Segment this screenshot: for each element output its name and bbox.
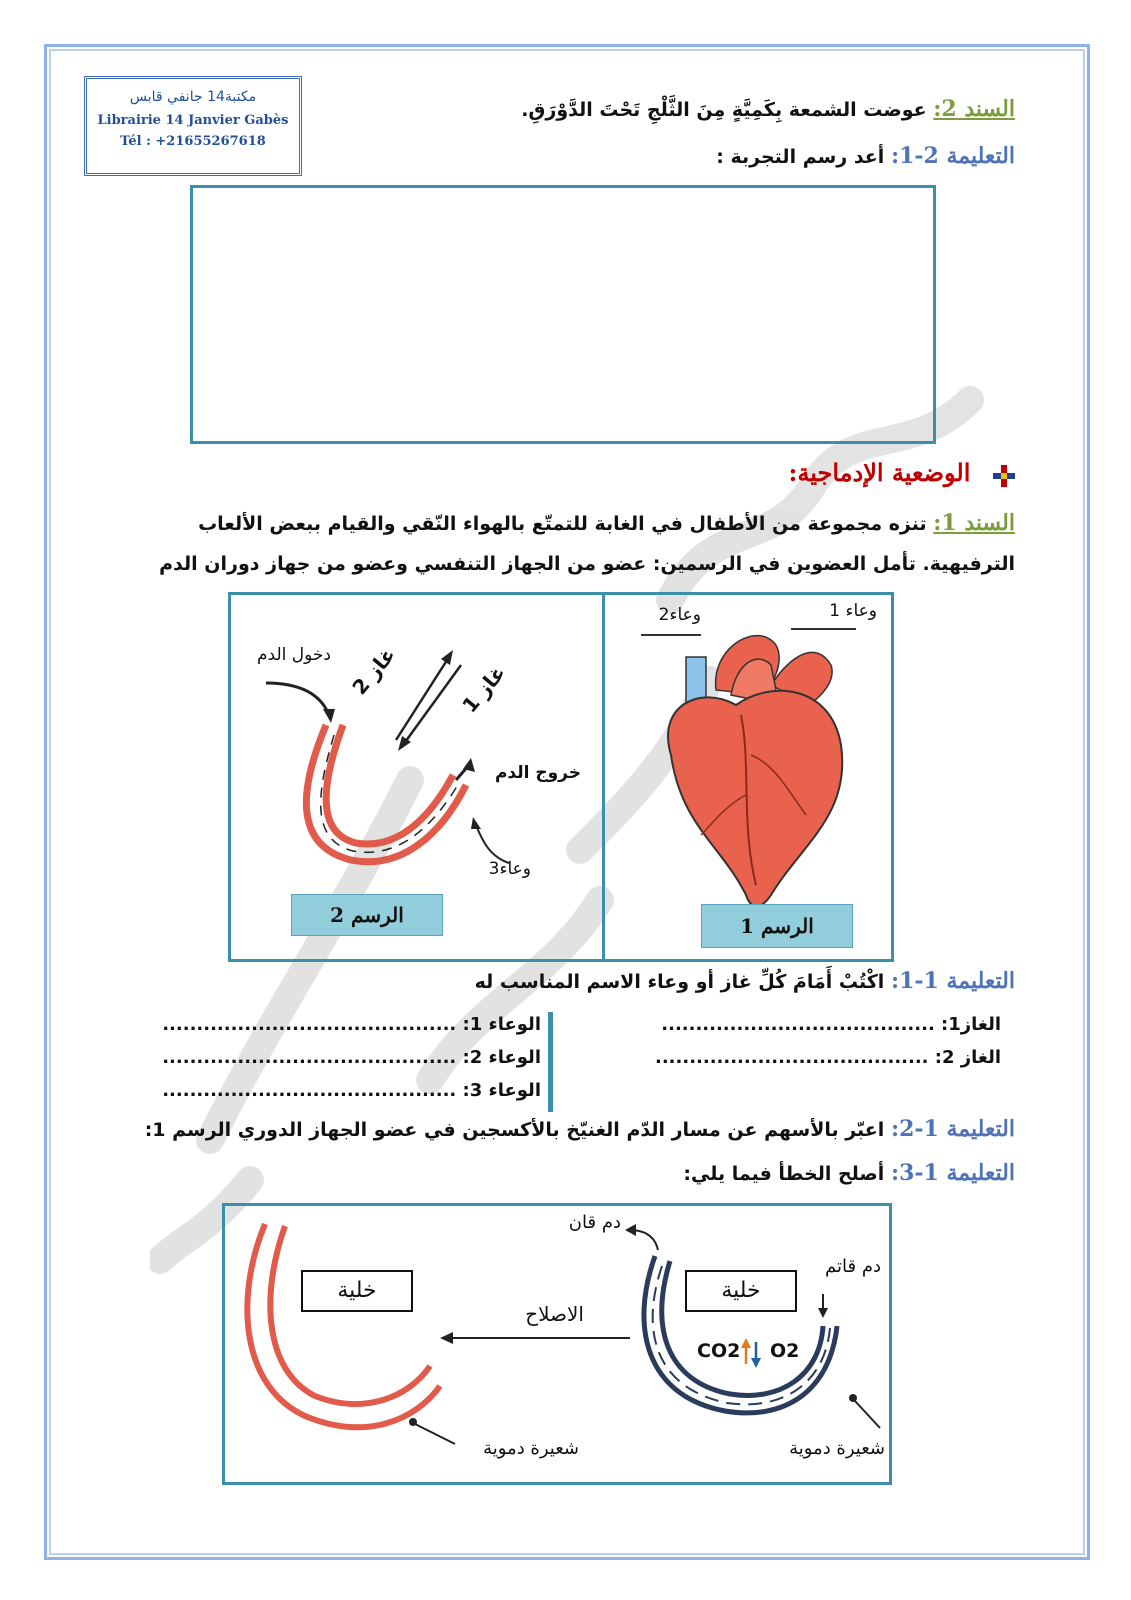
instruction-1-3-label: التعليمة 1-3:	[890, 1160, 1015, 1186]
section-title: الوضعية الإدماجية:	[788, 458, 971, 487]
instruction-2-1-label: التعليمة 2-1:	[890, 143, 1015, 169]
instruction-1-2-label: التعليمة 1-2:	[890, 1116, 1015, 1142]
label-o2: O2	[770, 1340, 800, 1362]
caption-figure2: الرسم 2	[291, 894, 443, 936]
label-red-blood: دم قان	[568, 1212, 621, 1233]
answer-vessel2[interactable]: الوعاء 2: ...........................................	[162, 1047, 541, 1068]
label-blood-in: دخول الدم	[257, 645, 331, 665]
answer-vessel1[interactable]: الوعاء 1: ...........................................	[162, 1014, 541, 1035]
instruction-2-1-text: أعد رسم التجربة :	[716, 146, 885, 168]
caption-figure1: الرسم 1	[701, 904, 853, 948]
instruction-2-1	[716, 143, 1015, 169]
sanad2-text: عوضت الشمعة بِكَمِيَّةٍ مِنَ الثَّلْجِ تَحْتَ الدَّوْرَقِ.	[521, 99, 927, 121]
section-heading	[789, 458, 1017, 489]
plus-icon	[991, 463, 1017, 489]
label-gas2: غاز 2	[347, 642, 401, 700]
cell-box-left: خلية	[301, 1270, 413, 1312]
answer-gas2[interactable]: الغاز 2: ........................................	[655, 1047, 1001, 1068]
stamp-line-arabic: مكتبة14 جانفي قابس	[129, 89, 257, 105]
heart-drawing	[641, 629, 856, 906]
label-co2: CO2	[697, 1340, 741, 1362]
label-capillary-left: شعيرة دموية	[483, 1438, 579, 1459]
cell-box-right: خلية	[685, 1270, 797, 1312]
sanad2-label: السند 2:	[933, 96, 1015, 122]
answer-vessel3[interactable]: الوعاء 3: ...........................................	[162, 1080, 541, 1101]
drawing-answer-box[interactable]	[190, 185, 936, 444]
label-capillary-right: شعيرة دموية	[789, 1438, 885, 1459]
label-vessel1: وعاء 1	[829, 601, 877, 621]
label-correction: الاصلاح	[525, 1302, 584, 1326]
label-gas1: غاز 1	[457, 660, 511, 718]
figure-organs	[228, 592, 894, 962]
instruction-1-2-text: اعبّر بالأسهم عن مسار الدّم الغنيّخ بالأكسجين في عضو الجهاز الدوري الرسم 1:	[144, 1119, 885, 1141]
label-vessel2: وعاء2	[658, 605, 701, 625]
instruction-1-1-label: التعليمة 1-1:	[890, 968, 1015, 994]
label-dark-blood: دم قاتم	[825, 1256, 881, 1277]
sanad1-text1: تنزه مجموعة من الأطفال في الغابة للتمتّع بالهواء النّقي والقيام ببعض الألعاب	[198, 513, 927, 535]
answer-gas1[interactable]: الغاز1: ........................................	[661, 1014, 1001, 1035]
label-vessel3: وعاء3	[488, 859, 531, 879]
sanad1-line2: الترفيهية. تأمل العضوين في الرسمين: عضو من الجهاز التنفسي وعضو من جهاز دوران الدم	[159, 553, 1015, 575]
instruction-1-3	[683, 1160, 1015, 1186]
label-blood-out: خروج الدم	[494, 763, 581, 783]
stamp-line-phone: Tél : +21655267618	[120, 134, 266, 149]
stamp-line-name: Librairie 14 Janvier Gabès	[97, 113, 289, 128]
sanad2-line	[521, 96, 1015, 122]
instruction-1-1-text: اكْتُبْ أَمَامَ كُلِّ غاز أو وعاء الاسم المناسب له	[474, 971, 885, 993]
instruction-1-2	[145, 1116, 1015, 1142]
answers-divider	[548, 1012, 553, 1112]
instruction-1-3-text: أصلح الخطأ فيما يلي:	[683, 1163, 885, 1185]
figure-correction	[222, 1203, 892, 1485]
instruction-1-1	[475, 968, 1015, 994]
library-stamp	[84, 76, 302, 176]
sanad1-label: السند 1:	[933, 510, 1015, 536]
sanad1-line1	[198, 510, 1015, 536]
